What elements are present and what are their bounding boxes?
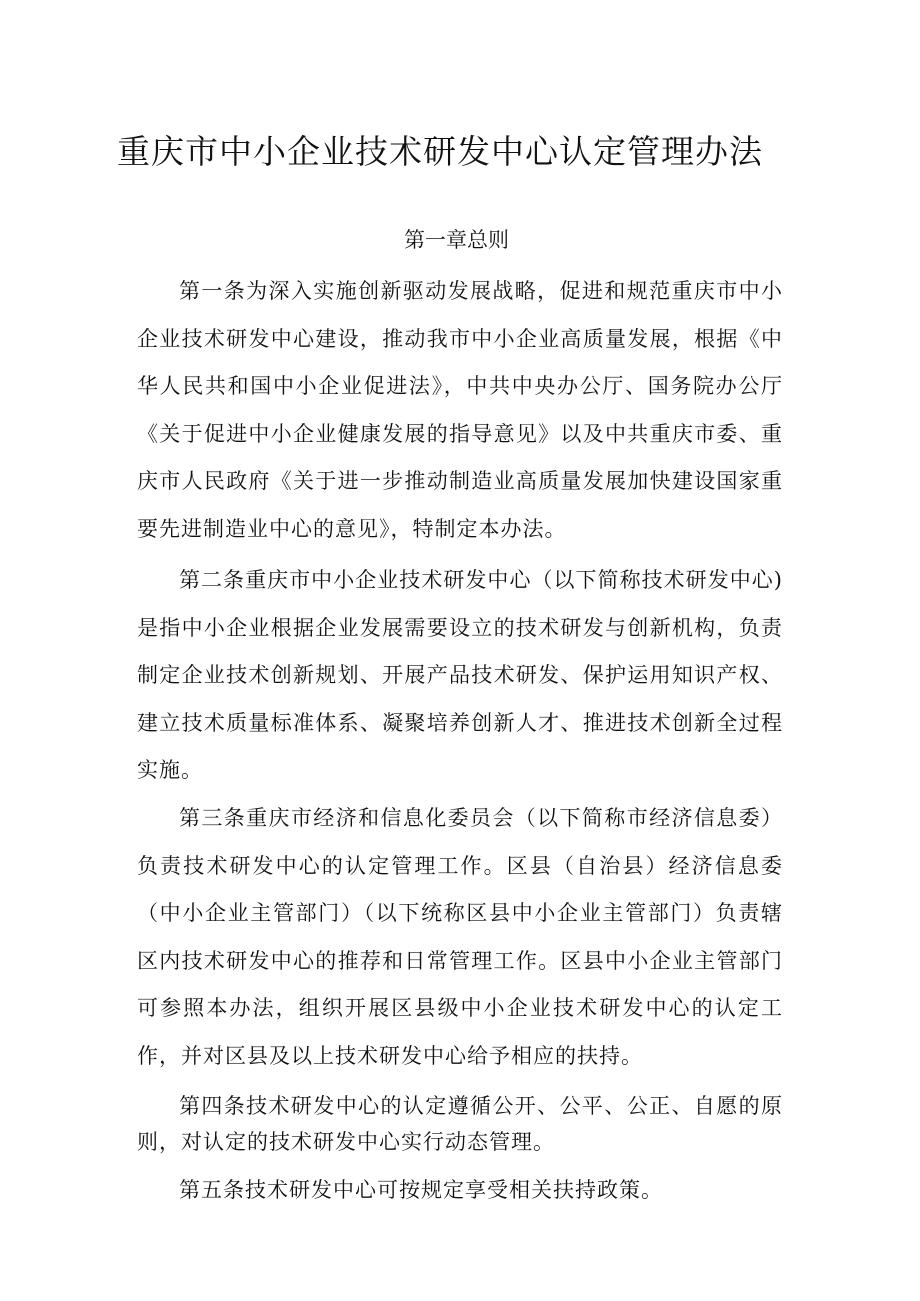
article-4: 第四条技术研发中心的认定遵循公开、公平、公正、自愿的原则，对认定的技术研发中心实行动态管理。: [137, 1094, 783, 1154]
article-1: 第一条为深入实施创新驱动发展战略，促进和规范重庆市中小企业技术研发中心建设，推动我市中小企业高质量发展，根据《中华人民共和国中小企业促进法》，中共中央办公厅、国务院办公厅《关于促进中小企业健康发展的指导意见》以及中共重庆市委、重庆市人民政府《关于进一步推动制造业高质量发展加快建设国家重要先进制造业中心的意见》，特制定本办法。: [137, 279, 783, 541]
article-3: 第三条重庆市经济和信息化委员会（以下简称市经济信息委）负责技术研发中心的认定管理工作。区县（自治县）经济信息委（中小企业主管部门）（以下统称区县中小企业主管部门）负责辖区内技术研发中心的推荐和日常管理工作。区县中小企业主管部门可参照本办法，组织开展区县级中小企业技术研发中心的认定工作，并对区县及以上技术研发中心给予相应的扶持。: [137, 806, 783, 1068]
article-5: 第五条技术研发中心可按规定享受相关扶持政策。: [179, 1178, 663, 1202]
chapter-heading: 第一章总则: [404, 228, 509, 252]
document-title: 重庆市中小企业技术研发中心认定管理办法: [117, 132, 763, 171]
article-2: 第二条重庆市中小企业技术研发中心（以下简称技术研发中心)是指中小企业根据企业发展需要设立的技术研发与创新机构，负责制定企业技术创新规划、开展产品技术研发、保护运用知识产权、建立技术质量标准体系、凝聚培养创新人才、推进技术创新全过程实施。: [137, 568, 783, 783]
